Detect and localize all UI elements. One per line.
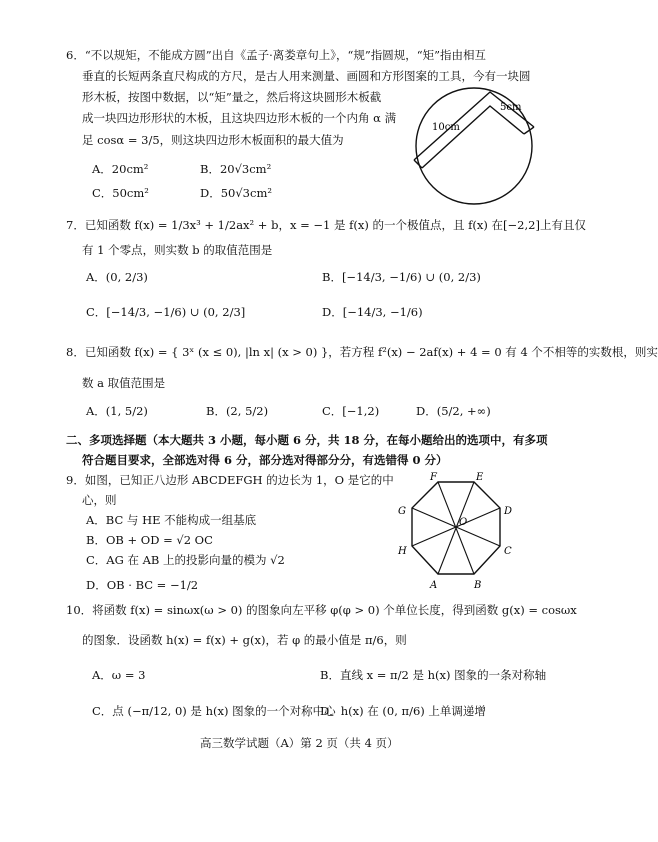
q9-option-c: C．AG 在 AB 上的投影向量的模为 √2 [86,553,285,567]
q10-line2: 的图象．设函数 h(x) = f(x) + g(x)，若 φ 的最小值是 π/6，则 [82,633,407,647]
q6-circle-square-figure [402,82,542,207]
q9-line2: 心，则 [82,493,117,507]
q6-line1: 6．“不以规矩，不能成方圆”出自《孟子·离娄章句上》，“规”指圆规，“矩”指由相互 [66,48,486,62]
section2-heading-line1: 二、多项选择题（本大题共 3 小题，每小题 6 分，共 18 分，在每小题给出的选项中，有多项 [66,433,548,447]
q8-option-c: C．[−1,2) [322,404,380,418]
q9-option-a: A．BC 与 HE 不能构成一组基底 [86,513,257,527]
q8-line2: 数 a 取值范围是 [82,376,166,390]
q10-option-d: D．h(x) 在 (0, π/6) 上单调递增 [320,704,486,718]
q9-vertex-h: H [398,546,407,557]
q6-option-c: C．50cm² [92,186,149,200]
q10-line1: 10．将函数 f(x) = sinωx(ω > 0) 的图象向左平移 φ(φ > 0) 个单位长度，得到函数 g(x) = cosωx [66,603,577,617]
q7-option-a: A．(0, 2/3) [86,270,148,284]
q9-vertex-b: B [474,580,482,591]
q7-option-d: D．[−14/3, −1/6) [322,305,423,319]
q10-option-b: B．直线 x = π/2 是 h(x) 图象的一条对称轴 [320,668,547,682]
q9-vertex-c: C [504,546,512,557]
page-footer: 高三数学试题（A）第 2 页（共 4 页） [200,736,399,750]
q6-label-10cm: 10cm [432,122,460,133]
q9-line1: 9．如图，已知正八边形 ABCDEFGH 的边长为 1，O 是它的中 [66,473,394,487]
q7-option-b: B．[−14/3, −1/6) ∪ (0, 2/3) [322,270,481,284]
q7-line1: 7．已知函数 f(x) = 1/3x³ + 1/2ax² + b，x = −1 是 f(x) 的一个极值点，且 f(x) 在[−2,2]上有且仅 [66,218,586,232]
q8-option-b: B．(2, 5/2) [206,404,269,418]
q9-vertex-g: G [398,506,406,517]
q8-option-a: A．(1, 5/2) [86,404,148,418]
q10-option-c: C．点 (−π/12, 0) 是 h(x) 图象的一个对称中心 [92,704,336,718]
q9-vertex-e: E [476,472,484,483]
q6-line5: 足 cosα = 3/5，则这块四边形木板面积的最大值为 [82,133,344,147]
q6-option-a: A．20cm² [92,162,149,176]
q7-option-c: C．[−14/3, −1/6) ∪ (0, 2/3] [86,305,246,319]
q9-center-o: O [459,517,468,528]
q9-vertex-f: F [430,472,437,483]
q7-line2: 有 1 个零点，则实数 b 的取值范围是 [82,243,273,257]
q6-option-d: D．50√3cm² [200,186,272,200]
q8-line1: 8．已知函数 f(x) = { 3ˣ (x ≤ 0), |ln x| (x > 0) }，若方程 f²(x) − 2af(x) + 4 = 0 有 4 个不相等的实数根，则实 [66,345,658,359]
section2-heading-line2: 符合题目要求，全部选对得 6 分，部分选对得部分分，有选错得 0 分） [82,453,448,467]
q9-octagon-figure [392,470,522,595]
q6-line4: 成一块四边形形状的木板，且这块四边形木板的一个内角 α 满 [82,111,397,125]
q9-option-d: D．OB · BC = −1/2 [86,578,199,592]
q9-vertex-d: D [504,506,513,517]
q6-label-5cm: 5cm [500,102,522,113]
q9-option-b: B．OB + OD = √2 OC [86,533,213,547]
q9-vertex-a: A [430,580,438,591]
q6-line2: 垂直的长短两条直尺构成的方尺，是古人用来测量、画圆和方形图案的工具，今有一块圆 [82,69,531,83]
q6-option-b: B．20√3cm² [200,162,272,176]
q10-option-a: A．ω = 3 [92,668,146,682]
q6-line3: 形木板，按图中数据，以“矩”量之，然后将这块圆形木板截 [82,90,382,104]
q8-option-d: D．(5/2, +∞) [416,404,491,418]
